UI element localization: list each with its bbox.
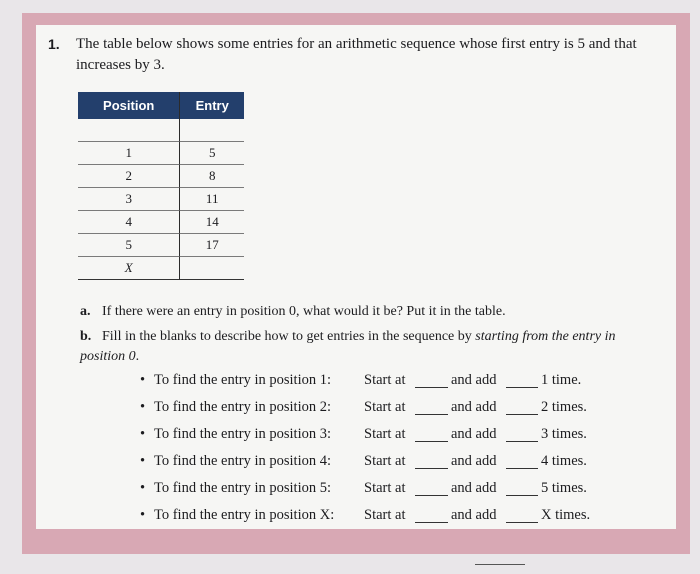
header-entry: Entry bbox=[179, 92, 244, 119]
part-a bbox=[80, 302, 660, 322]
table-blank-row bbox=[78, 119, 244, 142]
header-position: Position bbox=[103, 98, 155, 113]
question-number: 1. bbox=[48, 36, 60, 52]
add-blank[interactable] bbox=[506, 468, 538, 469]
table-row: X bbox=[78, 257, 244, 280]
page-edge-line bbox=[475, 564, 525, 565]
start-blank[interactable] bbox=[415, 468, 448, 469]
table-row: 2 8 bbox=[78, 165, 244, 188]
list-item: • To find the entry in position 2: Start at and add 2 times. bbox=[140, 399, 587, 415]
table-row: 3 11 bbox=[78, 188, 244, 211]
part-b-text: Fill in the blanks to describe how to get entries in the sequence by bbox=[102, 329, 472, 344]
start-blank[interactable] bbox=[415, 387, 448, 388]
table-row: 4 14 bbox=[78, 211, 244, 234]
part-a-text: If there were an entry in position 0, what would it be? Put it in the table. bbox=[102, 304, 506, 319]
part-b-label: b. bbox=[80, 329, 92, 344]
table-header bbox=[78, 92, 244, 119]
part-b-italic: starting from the entry in position 0 bbox=[80, 329, 616, 364]
add-blank[interactable] bbox=[506, 441, 538, 442]
list-item: • To find the entry in position 1: Start at and add 1 time. bbox=[140, 372, 582, 388]
start-blank[interactable] bbox=[415, 441, 448, 442]
add-blank[interactable] bbox=[506, 495, 538, 496]
list-item: • To find the entry in position 4: Start at and add 4 times. bbox=[140, 453, 587, 469]
sequence-table bbox=[78, 92, 244, 280]
part-a-label: a. bbox=[80, 304, 91, 319]
start-blank[interactable] bbox=[415, 522, 448, 523]
add-blank[interactable] bbox=[506, 522, 538, 523]
list-item: • To find the entry in position 5: Start at and add 5 times. bbox=[140, 480, 587, 496]
question-text: The table below shows some entries for an arithmetic sequence whose first entry is 5 and that increases by 3. bbox=[76, 36, 637, 73]
table-row: 1 5 bbox=[78, 142, 244, 165]
list-item: • To find the entry in position 3: Start at and add 3 times. bbox=[140, 426, 587, 442]
part-b: b. Fill in the blanks to describe how to get entries in the sequence by starting from the entry in position 0. bbox=[80, 329, 616, 364]
list-item: • To find the entry in position X: Start at and add X times. bbox=[140, 507, 591, 523]
start-blank[interactable] bbox=[415, 495, 448, 496]
table-row: 5 17 bbox=[78, 234, 244, 257]
add-blank[interactable] bbox=[506, 414, 538, 415]
add-blank[interactable] bbox=[506, 387, 538, 388]
start-blank[interactable] bbox=[415, 414, 448, 415]
